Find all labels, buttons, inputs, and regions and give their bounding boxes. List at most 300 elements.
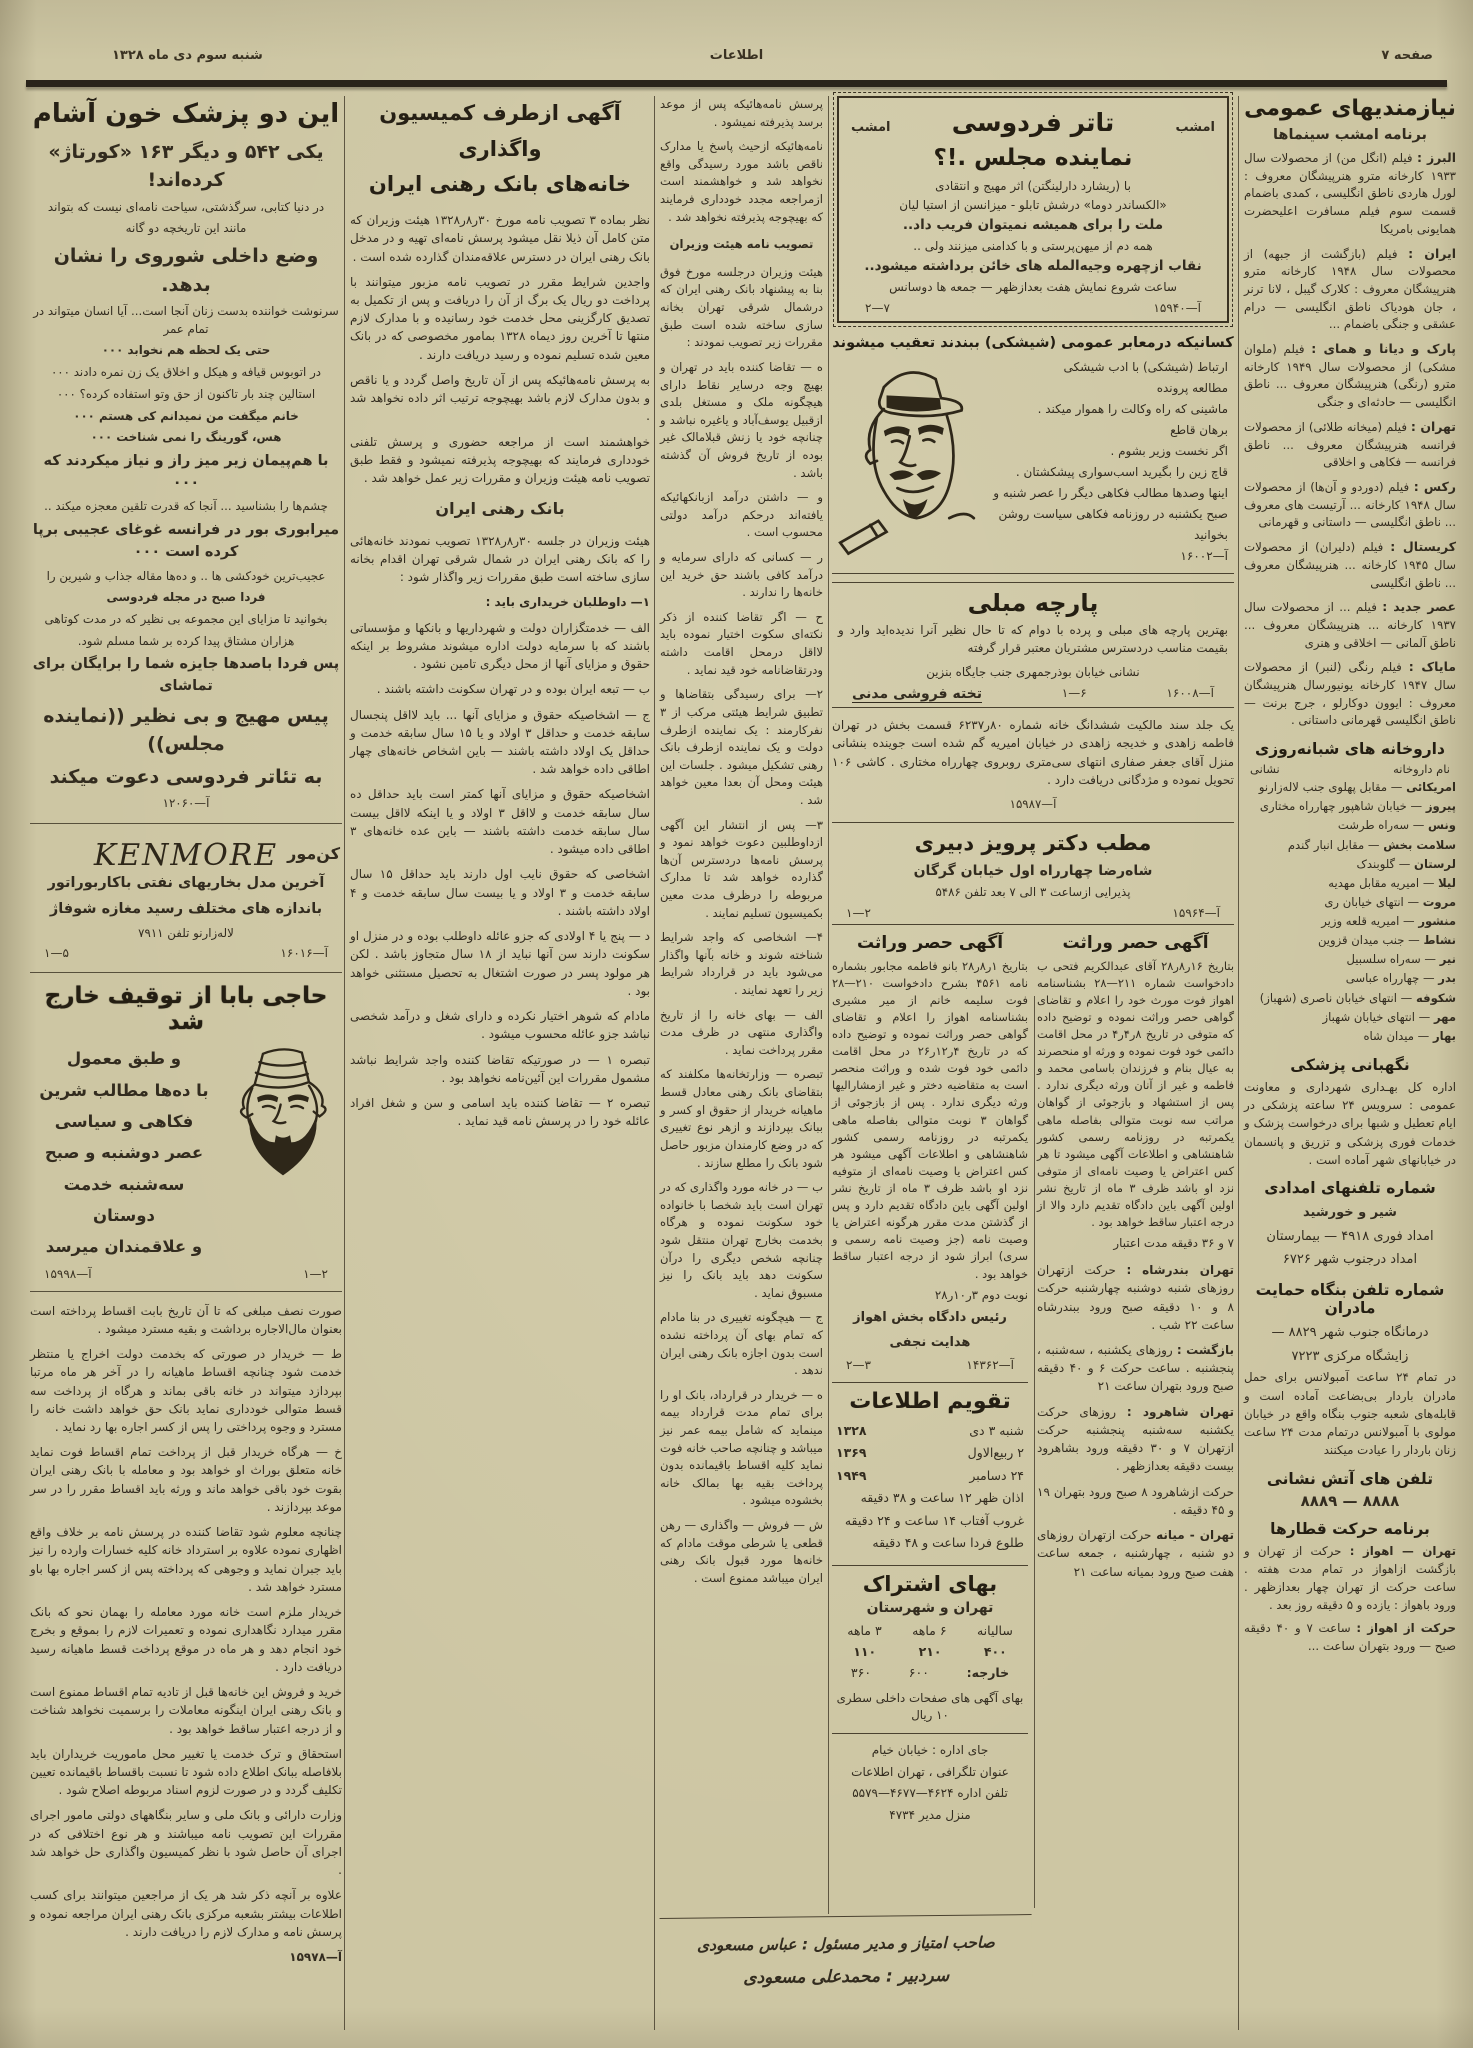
subscription-col-header: ۶ ماهه [912, 1622, 947, 1638]
pharmacy-col-name: نام داروخانه [1393, 762, 1450, 777]
cinema-entry [1244, 598, 1456, 652]
fabric-ad-footer [838, 686, 1228, 703]
shishki-line: ماشینی که راه وکالت را هموار میکند . [1037, 401, 1228, 416]
pharmacy-entry: شکوفه — انتهای خیابان ناصری (شهباز) [1259, 990, 1456, 1005]
column-divider [1238, 96, 1239, 2030]
pharmacy-entry: امریکائی — مقابل پهلوی جنب لاله‌زارنو [1258, 780, 1456, 795]
notice-footer [832, 1358, 1028, 1372]
calendar-label: اذان ظهر ۱۲ ساعت و ۳۸ دقیقه [860, 1490, 1024, 1506]
calendar-label: شنبه ۳ دی [969, 1422, 1024, 1438]
body-paragraph: هیئت وزیران در جلسه ۳۰ر۸ر۱۳۲۸ تصویب نمودند خانه‌هائی را که بانک رهنی ایران در شمال شرقی تهران اقدام بخانه سازی ساخته است طبق مقررات زیر واگذار شود : [350, 533, 650, 585]
notice-body: بتاریخ ۱۶ر۸ر۲۸ آقای عبدالکریم فتحی ب دادخواست شماره ۲۱۱—۲۸ بشناسنامه اهواز فوت مورث خود را اعلام و تقاضای گواهی حصر وراثت نموده و توضیح داده که متوفی در تاریخ ۸ر۴ر۴ در محل اقامت دائمی خود فوت نموده و ورثه او منحصرند به عیال بنام و فرزندان باسامی محمد و فاطمه و غیر از آنان ورثه دیگری ندارد . پس از استشهاد و بازجوئی از گواهان مراتب سه نوبت متوالی بفاصله ماهی یکمرتبه در روزنامه رسمی کشور شاهنشاهی و اطلاعات آگهی میشود تا هر کس اعتراض یا وصیت نامه‌ای از متوفی نزد او باشد ظرف ۳ ماه از تاریخ نشر اولین آگهی باین دادگاه تقدیم دارد والا از درجه اعتبار ساقط خواهد بود . [1037, 958, 1234, 1230]
clinic-address: شاه‌رضا چهارراه اول خیابان گرگان [913, 862, 1153, 879]
cinema-name: کریستال : [1390, 539, 1457, 555]
mothers-agency-title: شماره تلفن بنگاه حمایت مادران [1255, 1281, 1445, 1318]
cinema-program-title: برنامه امشب سینماها [1272, 127, 1428, 143]
train-schedule-entry [1037, 1403, 1234, 1476]
haji-baba-line: و طبق معمول [66, 1049, 182, 1069]
column-left [30, 96, 342, 1973]
subscription-rates [832, 1565, 1028, 1725]
body-paragraph: وزارت دارائی و بانک ملی و سایر بنگاههای دولتی مامور اجرای مقررات این تصویب نامه میباشند و هر نوع اختلافی که در اجرای آن حاصل شود با نظر کمیسیون واگذاری حل خواهد شد . [30, 1808, 342, 1878]
cinema-description: فیلم ... از محصولات سال ۱۹۳۷ کارخانه ... هنرپیشگان معروف ... ناطق آلمانی — اخلاقی و هنری [1244, 600, 1456, 650]
train-route-times: حرکت ازتهران روزهای شنبه دوشنبه چهارشنبه حرکت ۸ و ۱۰ دقیقه صبح ورود ببندرشاه ساعت ۲۲ شب . [1037, 1263, 1234, 1332]
cinema-entry [1244, 149, 1456, 239]
play-title: نماینده مجلس .!؟ [933, 145, 1133, 171]
clinic-hours: پذیرایی ازساعت ۳ الی ۷ بعد تلفن ۵۴۸۶ [935, 884, 1131, 899]
bowler-hat-man-cartoon [832, 357, 982, 567]
notice-note: ۷ و ۳۶ دقیقه مدت اعتبار [1113, 1236, 1234, 1251]
shishki-satire-ad [832, 335, 1234, 574]
calendar-value: ۱۹۴۹ [836, 1467, 867, 1483]
pharmacy-entry: ونس — سه‌راه طرشت [1337, 818, 1456, 833]
clinic-title: مطب دکتر پرویز دبیری [914, 830, 1152, 855]
theater-ferdowsi-ad [837, 96, 1229, 323]
pharmacy-entry: نشاط — جنب میدان قزوین [1317, 933, 1456, 948]
theater-line: همه دم از میهن‌پرستی و با کدامنی میزنند ولی .. [913, 238, 1153, 253]
inheritance-notice-1 [832, 933, 1028, 1372]
train-schedule-entry [1244, 1542, 1456, 1615]
cinema-entry [1244, 538, 1456, 592]
kenmore-ad [30, 834, 342, 962]
column-divider [344, 96, 345, 2030]
body-paragraph: ح — اگر تقاضا کننده از ذکر نکته‌ای سکوت اختیار نموده باید لااقل درمحل اقامت داشته ودرتقاضانامه خود قید نماید . [660, 609, 823, 677]
pharmacies-title: داروخانه های شبانه‌روزی [1255, 740, 1445, 759]
calendar-label: غروب آفتاب ۱۴ ساعت و ۲۴ دقیقه [844, 1512, 1024, 1528]
body-paragraph: ب — در خانه مورد واگذاری که در تهران است باید شخصا با خانواده خود سکونت نموده و هرگاه بخدمت بخارج تهران منتقل شود چنانچه شخص دیگری را درآن سکونت دهد باید بانک را نیز مسبوق نماید . [660, 1180, 823, 1300]
pharmacy-entry: لرستان — گلوبندک [1356, 856, 1456, 871]
body-paragraph: ۱— داوطلبان خریداری باید : [485, 595, 650, 610]
pharmacy-entry: نیر — سه‌راه سلسبیل [1346, 952, 1456, 967]
subscription-value: ۲۱۰ [918, 1644, 942, 1660]
body-paragraph: مادام که شوهر اختیار نکرده و دارای شغل و درآمد شخصی نباشد جزو عائله محسوب میشود . [350, 1009, 650, 1042]
ad-line: یکی ۵۴۲ و دیگر ۱۶۳ «کورتاژ» کرده‌اند! [48, 140, 324, 192]
body-paragraph: نظر بماده ۳ تصویب نامه مورخ ۳۰ر۸ر۱۳۲۸ هیئت وزیران که متن کامل آن ذیلا نقل میشود پرسش نامه‌ای تهیه و در مدخل بانک رهنی ایران در دسترس علاقه‌مندان گذارده شده است . [350, 213, 651, 264]
ad-line: آ—۱۲۰۶۰ [162, 796, 210, 811]
body-paragraph: استحقاق و ترک خدمت یا تغییر محل ماموریت خریداران باید بلافاصله ببانک اطلاع داده شود تا نسبت باقساط باقیمانده تعیین تکلیف گردد و در صورت لزوم اسناد مربوطه اصلاح شود . [30, 1746, 342, 1798]
pharmacy-name: مروت [1422, 894, 1456, 909]
calendar-row [832, 1465, 1028, 1488]
abroad-label: خارجه: [966, 1665, 1010, 1681]
cinema-name: البرز : [1416, 150, 1457, 165]
kenmore-line: باندازه های مختلف رسید مغازه شوفاژ [49, 900, 323, 917]
fabric-ad-address: نشانی خیابان بوذرجمهری جنب جایگاه بنزین [926, 665, 1140, 680]
column-divider [654, 96, 655, 2030]
ad-ref-number: آ—۱۶۰۰۸ [1166, 686, 1214, 701]
body-paragraph: ر — کسانی که دارای سرمایه و درآمد کافی باشند حق خرید این خانه‌ها را ندارند . [660, 550, 823, 600]
ad-run-count: ۲—۱ [303, 1266, 328, 1281]
fire-department-title: تلفن های آتش نشانی [1266, 1469, 1434, 1488]
theater-footer [851, 301, 1215, 315]
pharmacy-entry: بدر — چهارراه عباسی [1345, 971, 1456, 986]
body-paragraph: واجدین شرایط مقرر در تصویب نامه مزبور میتوانند با پرداخت دو ریال یک برگ از آن را دریافت و پس از تکمیل به تصدیق کارگزینی محل خدمت خود رسانیده و با مدارک لازم منتها تا آخرین روز دیماه ۱۳۲۸ بمامور مخصوصی که در بانک معین شده تسلیم نموده و رسید دریافت دارند . [350, 274, 650, 362]
train-route-name: بازگشت : [1176, 1342, 1234, 1357]
shishki-line: مطالعه پرونده [1156, 380, 1228, 395]
cinema-name: مایاک : [1408, 659, 1456, 675]
calendar-title: تقویم اطلاعات [849, 1388, 1011, 1414]
classifieds-title: نیازمندیهای عمومی [1244, 96, 1456, 121]
pharmacy-entry: مروت — انتهای خیابان ری [1324, 894, 1456, 909]
pharmacy-name: شکوفه [1415, 990, 1456, 1005]
subcolumn-inheritance-calendar [832, 933, 1028, 1827]
kenmore-footer [30, 946, 342, 960]
kenmore-line: لاله‌زارنو تلفن ۷۹۱۱ [138, 925, 234, 940]
pharmacy-address: خیابان شاهپور چهارراه مختاری [1259, 799, 1407, 814]
calendar-row [832, 1442, 1028, 1465]
cinema-description: فیلم رنگی (لنبر) از محصولات سال ۱۹۴۷ کارخانه یونیورسال هنرپیشگان معروف : ایوون دوکارلو ، جرج برنت — ناطق انگلیسی قهرمانی داستانی . [1244, 660, 1456, 728]
train-route-times: ساعت ۷ و ۴۰ دقیقه صبح — ورود بتهران ساعت ... [1244, 1620, 1456, 1654]
subscription-value: ۶۰۰ [908, 1665, 929, 1681]
haji-baba-lines [30, 1043, 218, 1262]
fabric-ad-body: بهترین پارچه های مبلی و پرده با دوام که تا حال نظیر آنرا ندیده‌اید وارد و بقیمت مناسب دردسترس مشتریان معتبر قرار گرفته [838, 622, 1228, 656]
haji-baba-title: حاجی بابا از توقیف خارج شد [44, 983, 328, 1036]
shishki-line: اگر نخست وزیر بشوم . [1110, 443, 1228, 458]
bank-notice-title-2: خانه‌های بانک رهنی ایران [368, 172, 632, 197]
ad-ref-number: آ—۱۵۹۶۴ [1172, 905, 1220, 920]
pharmacy-address: چهارراه عباسی [1345, 971, 1420, 986]
office-info-line: تلفن اداره ۴۶۲۴—۴۶۷۷—۵۵۷۹ [852, 1786, 1008, 1801]
tonight-label: امشب [1175, 120, 1215, 135]
cinema-entry [1244, 478, 1456, 532]
theater-line: ملت را برای همیشه نمیتوان فریب داد.. [902, 217, 1164, 234]
pharmacy-address: سه‌راه طرشت [1337, 818, 1410, 833]
haji-baba-line: عصر دوشنبه و صبح [44, 1143, 204, 1163]
calendar-row [832, 1420, 1028, 1443]
emergency-phone-lines [1244, 1225, 1456, 1272]
ad-line: چشم‌ها را بشناسید ... آنجا که قدرت تلقین معجزه میکند .. [44, 499, 328, 514]
fabric-ad-title: پارچه مبلی [967, 588, 1099, 617]
cinema-description: فیلم (بازگشت از جبهه) از محصولات سال ۱۹۴۸ کارخانه مترو هنرپیشگان معروف : کلارک گیبل ، لانا ترنر ، جان هودیاک ناطق انگلیسی — درام عشقی و جنگی باضمام ... [1244, 246, 1456, 332]
train-route-times: روزهای یکشنبه ، سه‌شنبه ، پنجشنبه . ساعت حرکت ۶ و ۴۰ دقیقه صبح ورود بتهران ساعت ۲۱ [1037, 1342, 1234, 1394]
mothers-agency-phone: زایشگاه مرکزی ۷۲۲۳ [1291, 1348, 1409, 1364]
calendar-rows [832, 1420, 1028, 1555]
body-paragraph: علاوه بر آنچه ذکر شد هر یک از مراجعین میتوانند برای کسب اطلاعات بیشتر بشعبه مرکزی بانک رهنی ایران مراجعه نموده و پرسش نامه و مدارک لازم را دریافت دارند . [30, 1888, 342, 1939]
kenmore-logo: KENMORE [93, 838, 279, 873]
haji-baba-cartoon [224, 1043, 342, 1189]
pharmacy-address: جنب میدان قزوین [1317, 933, 1405, 948]
ad-run-count: ۷—۲ [865, 300, 890, 315]
body-paragraph: تبصره ۱ — در صورتیکه تقاضا کننده واجد شرایط نباشد مشمول مقررات این آئین‌نامه نخواهد بود . [350, 1052, 650, 1085]
body-paragraph: ۴— اشخاصی که واجد شرایط شناخته شوند و خانه بآنها واگذار می‌شود باید در قرارداد شرایط زیر را تعهد نمایند . [660, 930, 823, 998]
ad-run-count: ۳—۲ [846, 1357, 871, 1372]
train-program-title: برنامه حرکت قطارها [1270, 1519, 1430, 1538]
ad-ref-number: آ—۱۵۹۴۰ [1153, 300, 1201, 315]
haji-baba-footer [30, 1267, 342, 1281]
ettelaat-calendar [832, 1382, 1028, 1555]
notice-title: آگهی حصر وراثت [1062, 932, 1209, 953]
calendar-value: ۱۳۲۸ [836, 1422, 867, 1438]
ad-line: استالین چند بار تاکنون از حق وتو استفاده کرده؟ ۰۰۰ [56, 386, 316, 401]
masthead-date: شنبه سوم دی ماه ۱۳۲۸ [112, 48, 263, 63]
mothers-agency-body: در تمام ۲۴ ساعت آمبولانس برای حمل مادران باردار بی‌بضاعت آماده است و قابله‌های شعبه جنوب بنگاه واقع در خیابان مولوی با آمبولانس درتمام مدت ۲۴ ساعت زنان باردار را عیادت میکنند [1244, 1370, 1456, 1458]
haji-baba-line: فکاهی و سیاسی [54, 1111, 194, 1131]
ad-line: هس، گورینگ را نمی شناخت ۰۰۰ [90, 430, 282, 445]
pharmacy-entry: پیروز — خیابان شاهپور چهارراه مختاری [1259, 799, 1456, 814]
body-paragraph: ط — خریدار در صورتی که بخدمت دولت اخراج یا منتظر خدمت شود چنانچه اقساط ماهیانه را در آخر هر ماه مرتبا بپردازد میتواند در خانه باقی بماند و هرگاه از پرداخت سه قسط متوالی خودداری نماید بانک حق خواهد داشت خانه را مسترد و وجوه پرداختی را پس از کسر اجاره بها رد نماید . [30, 1347, 342, 1434]
pharmacy-name: مهر [1433, 1009, 1456, 1024]
judge-title: رئیس دادگاه بخش اهواز [853, 1310, 1007, 1326]
subscription-tehran-values [832, 1641, 1028, 1662]
ad-line: با هم‌پیمان زیر میز راز و نیاز میکردند که ۰۰۰ [43, 452, 329, 491]
subscription-value: ۳۶۰ [850, 1665, 872, 1681]
theater-name: تاتر فردوسی [951, 108, 1115, 137]
notice-title: آگهی حصر وراثت [856, 932, 1004, 953]
cinema-name: پارک و دیانا و همای : [1311, 341, 1456, 356]
shishki-line: ارتباط (شیشکی) با ادب شیشکی [1063, 359, 1228, 374]
body-paragraph: الف — بهای خانه را از تاریخ واگذاری منتهی در ظرف مدت مقرر پرداخت نماید . [660, 1007, 823, 1057]
ad-line: در اتوبوس قیافه و هیکل و اخلاق یک زن نمره دادند ۰۰۰ [50, 365, 322, 380]
ad-line: سرنوشت خواننده بدست زنان آنجا است... آیا انسان میتواند در تمام عمر [33, 304, 339, 336]
calendar-value: ۱۳۶۹ [836, 1445, 867, 1461]
kenmore-persian-name: کن‌مور [287, 844, 340, 863]
pharmacy-address: امیریه مقابل مهدیه [1328, 875, 1420, 890]
ad-line: حتی یک لحظه هم نخوابد ۰۰۰ [101, 343, 271, 358]
shop-name: تخته فروشی مدنی [852, 686, 983, 703]
ferdowsi-magazine-ad [30, 96, 342, 813]
pharmacy-address: انتهای خیابان شهباز [1322, 1009, 1415, 1024]
office-info-line: عنوان تلگرافی ، تهران اطلاعات [851, 1764, 1009, 1779]
bank-notice-body-2 [660, 96, 823, 1588]
body-paragraph: ش — فروش — واگذاری — رهن قطعی یا شرطی موقت مادام که خانه‌ها مورد قبول بانک رهنی ایران میباشد ممنوع است . [660, 1518, 823, 1585]
haji-baba-line: با ده‌ها مطالب شرین [39, 1080, 209, 1100]
bank-terms-continuation [30, 1302, 342, 1967]
body-paragraph: پرسش نامه‌هائیکه پس از موعد برسد پذیرفته نمیشود . [660, 97, 823, 129]
section-rule [30, 972, 342, 973]
pharmacy-name: بدر [1438, 971, 1456, 986]
pharmacy-name: امریکائی [1406, 780, 1456, 795]
cinema-entry [1244, 658, 1456, 730]
masthead-signature-block [660, 1914, 1033, 2002]
medical-guard-title: نگهبانی پزشکی [1290, 1055, 1410, 1074]
calendar-row [832, 1510, 1028, 1533]
body-paragraph: ۲— برای رسیدگی بتقاضاها و تطبیق شرایط هیئتی مرکب از ۳ نفرکارمند : یک نماینده ازطرف دولت و یک نماینده ازطرف بانک رهنی تشکیل میشود . جلسات این هیئت ومحل آن بعدا معین خواهد شد . [660, 687, 823, 807]
train-schedule-entry [1037, 1526, 1234, 1581]
cinema-description: فیلم (ملوان مشکی) از محصولات سال ۱۹۴۹ کارخانه مترو (رنگی) هنرپیشگان معروف ... ناطق انگلیسی — حادثه‌ای و جنگی [1244, 342, 1456, 410]
pharmacy-address: انتهای خیابان ری [1324, 894, 1404, 909]
masthead-rule [26, 80, 1447, 87]
train-schedule-list [1244, 1542, 1456, 1656]
train-route-name: تهران شاهرود : [1126, 1404, 1234, 1419]
medical-guard-body: اداره کل بهـداری شهرداری و معاونت عمومی : سرویس ۲۴ ساعته پزشکی در ایام تعطیل و شبها برای درخواست پزشک و خدمات فوری پزشکی و تزریق و پانسمان در خیابانهای شهر آماده است . [1244, 1079, 1456, 1167]
bank-notice-body [350, 211, 650, 1130]
subscription-title: بهای اشتراک [862, 1571, 998, 1596]
cinema-name: ایران : [1408, 245, 1456, 261]
body-paragraph: خریدار ملزم است خانه مورد معامله را بهمان نحو که بانک مقرر میدارد نگاهداری نموده و تعمیرات لازم را بموقع و بخرج خود انجام دهد و هر ماه در موقع پرداخت قسط ماهیانه رسید دریافت دارد . [30, 1605, 342, 1674]
kenmore-line: آخرین مدل بخاریهای نفتی باکاربوراتور [47, 875, 325, 891]
ad-line: فردا صبح در مجله فردوسی [106, 590, 266, 605]
office-info-line: جای اداره : خیابان خیام [871, 1743, 989, 1758]
body-paragraph: به پرسش نامه‌هائیکه پس از آن تاریخ واصل گردد و یا ناقص و بدون مدارک لازم باشد بهیچوجه ترتیب اثر داده نخواهد شد . [350, 372, 650, 424]
cinema-name: تهران : [1410, 418, 1456, 434]
lost-deed-body: یک جلد سند مالکیت ششدانگ خانه شماره ۸۰ر۶۲۳۷ قسمت بخش در تهران فاطمه زاهدی و خدیجه زاهدی در خیابان امیریه گم شده است جوینده بنشانی منزل آقای جعفر صفاری انتهای سی‌متری روبروی چهارراه مختاری . کاشی ۱۰۶ تحویل نموده و مژدگانی دریافت دارد . [832, 718, 1234, 787]
tonight-label: امشب [851, 120, 891, 135]
body-paragraph: ه — خریدار در قرارداد، بانک او را برای تمام مدت قرارداد بیمه مینماید که شامل بیمه عمر نیز میباشد و چنانچه صاحب خانه فوت نماید کلیه اقساط باقیمانده بدون پرداخت بقیه بها بمالک خانه بخشوده میشود . [660, 1387, 823, 1508]
ad-line: پس فردا باصدها جایزه شما را برایگان برای تماشای [32, 656, 340, 695]
pharmacies-header [1244, 762, 1456, 776]
column-bank-notice-continued [660, 96, 823, 1595]
shishki-lines [986, 357, 1234, 567]
cinema-name: رکس : [1413, 478, 1457, 494]
train-schedule-entry [1037, 1341, 1234, 1396]
judge-name: هدایت نجفی [889, 1335, 971, 1351]
shishki-line: برهان قاطع [1170, 422, 1228, 437]
ad-line: وضع داخلی شوروی را نشان بدهد. [53, 245, 319, 296]
pharmacy-address: مقابل انبار گندم [1287, 837, 1365, 852]
ad-ref-number: آ—۱۴۳۶۲ [966, 1357, 1014, 1372]
shishki-line: آ—۱۶۰۰۲ [1180, 548, 1228, 563]
doctor-clinic-ad [832, 823, 1234, 925]
train-route-times: روزهای حرکت یکشنبه سه‌شنبه پنجشنبه حرکت ازتهران ۷ و ۳۰ دقیقه ورود بشاهرود بیست دقیقه بعدازظهر . [1037, 1404, 1234, 1474]
section-rule [30, 823, 342, 824]
pharmacy-address: امیریه قلعه وزیر [1321, 914, 1400, 928]
emergency-phone-line: امداد درجنوب شهر ۶۷۲۶ [1282, 1252, 1418, 1268]
ad-line: عجیب‌ترین خودکشی ها .. و ده‌ها مقاله جذاب و شیرین را [46, 568, 326, 583]
pharmacy-name: پیروز [1425, 799, 1456, 814]
notice-round: نوبت دوم ۳ر۱۰ر۲۸ [934, 1287, 1028, 1302]
emergency-phones-subtitle: شیر و خورشید [1303, 1205, 1397, 1221]
body-paragraph: آ—۱۵۹۷۸ [289, 1950, 342, 1965]
middle-ad-region [832, 92, 1234, 1826]
shishki-headline: کسانیکه درمعابر عمومی (شیشکی) ببندند تعقیب میشوند [832, 334, 1234, 351]
ad-run-count: ۵—۱ [44, 946, 69, 961]
pharmacy-entry: منشور — امیریه قلعه وزیر [1321, 914, 1456, 928]
calendar-label: ۲ ربیع‌الاول [967, 1445, 1024, 1461]
subscription-col-header: ۳ ماهه [847, 1622, 882, 1638]
body-paragraph: تبصره ۲ — تقاضا کننده باید اسامی و سن و شغل افراد عائله خود را در پرسش نامه قید نماید . [350, 1095, 650, 1129]
pharmacy-name: بهار [1432, 1028, 1456, 1043]
cinema-description: فیلم (میخانه طلائی) از محصولات فرانسه هنرپیشگان معروف ... ناطق فرانسه — فکاهی و اخلاقی [1244, 419, 1456, 470]
haji-baba-line: و علاقمندان میرسد [45, 1237, 203, 1257]
subscription-region: تهران و شهرستان [866, 1599, 994, 1616]
pharmacy-address: میدان شاه [1363, 1028, 1414, 1043]
ad-line: پیس مهیج و بی نظیر ((نماینده مجلس)) [43, 704, 329, 756]
column-bank-notice [350, 96, 650, 1137]
subscription-columns [832, 1620, 1028, 1641]
masthead-paper-name: اطلاعات [709, 48, 764, 63]
body-paragraph: ج — اشخاصیکه حقوق و مزایای آنها ... باید لااقل پنجسال سابقه خدمت و حداقل ۳ اولاد و یا ۱۵ سال سابقه خدمت و حداقل یک اولاد داشته باشند — باین اشخاص خانه‌های چهار اطاقی داده خواهد شد . [350, 707, 650, 777]
pharmacy-address: مقابل پهلوی جنب لاله‌زارنو [1258, 780, 1388, 795]
body-paragraph: نامه‌هائیکه ازحیث پاسخ یا مدارک ناقص باشد مورد رسیدگی واقع نخواهد شد و خواهشمند است ازمراجعه مجدد خودداری فرمایند که بهیچوجه پذیرفته نخواهد شد . [660, 139, 823, 224]
pharmacy-name: منشور [1418, 914, 1456, 928]
body-paragraph: الف — خدمتگزاران دولت و شهرداریها و بانکها و مؤسساتی باشند که با سرمایه دولت اداره میشوند مشروط بر اینکه حقوق و مزایای آنها از محل دیگری تامین نشود . [350, 620, 650, 672]
bank-notice-title-1: آگهی ازطرف کمیسیون واگذاری [379, 101, 621, 161]
body-paragraph: چنانچه معلوم شود تقاضا کننده در پرسش نامه بر خلاف واقع اظهاری نموده علاوه بر استرداد خانه کلیه خسارات وارده را نیز باید جبران نماید و وجوهی که پرداخته پس از کسر اجاره بها باو مسترد خواهد شد . [30, 1525, 342, 1594]
body-paragraph: هیئت وزیران درجلسه مورخ فوق بنا به پیشنهاد بانک رهنی ایران که درشمال شرقی تهران بخانه سازی ساخته شده است طبق مقررات زیر تصویب نمودند : [660, 264, 823, 350]
fire-department-numbers: ۸۸۸۸ — ۸۸۸۹ [1300, 1491, 1400, 1510]
train-route-name: حرکت از اهواز : [1356, 1620, 1456, 1635]
body-paragraph: خرید و فروش این خانه‌ها قبل از تادیه تمام اقساط ممنوع است و بانک رهنی ایران اینگونه معاملات را برسمیت نخواهد شناخت و از درجه اعتبار ساقط خواهد بود . [30, 1685, 342, 1736]
train-schedule-entry [1037, 1261, 1234, 1334]
pharmacy-entry: بهار — میدان شاه [1363, 1028, 1456, 1043]
haji-baba-line: سه‌شنبه خدمت دوستان [63, 1174, 185, 1225]
pharmacy-col-address: نشانی [1250, 762, 1280, 777]
ad-line: به تئاتر فردوسی دعوت میکند [49, 765, 323, 788]
clinic-footer [832, 906, 1234, 920]
column-divider [828, 96, 829, 1914]
ad-rates-note: بهای آگهی های صفحات داخلی سطری ۱۰ ریال [836, 1690, 1024, 1723]
train-route-times: حرکت ازشاهرود ۸ صبح ورود بتهران ۱۹ و ۴۵ دقیقه . [1037, 1484, 1234, 1517]
mothers-agency-phone: درمانگاه جنوب شهر ۸۸۲۹ — [1271, 1325, 1429, 1341]
theater-line: ساعت شروع نمایش هفت بعدازظهر — جمعه ها دوسانس [889, 279, 1177, 294]
calendar-row [832, 1532, 1028, 1555]
pharmacy-entry: مهر — انتهای خیابان شهباز [1322, 1009, 1456, 1024]
ad-run-count: ۲—۱ [846, 905, 871, 920]
cinema-name: عصر جدید : [1382, 599, 1456, 615]
body-paragraph: ج — هیچگونه تغییری در بنا مادام که تمام بهای آن پرداخته نشده است بدون اجازه بانک رهنی ایران ندهد . [660, 1310, 823, 1378]
body-paragraph: د — پنج یا ۴ اولادی که جزو عائله داوطلب بوده و در منزل او سکونت دارند سن آنها نباید از ۱۸ سال متجاوز باشد . لکن هر مولود پسر در صورت اشتغال به تحصیل مستثنی خواهد بود . [350, 929, 651, 998]
body-paragraph: خ — هرگاه خریدار قبل از پرداخت تمام اقساط فوت نماید خانه متعلق بوراث او خواهد بود و معامله با بانک رهنی ایران بقوت خود باقی خواهد ماند و ورثه باید اقساط مقرر را در سر موعد بپردازند . [30, 1445, 342, 1514]
calendar-label: ۲۴ دسامبر [969, 1467, 1024, 1483]
body-paragraph: تصویب نامه هیئت وزیران [669, 237, 814, 252]
train-schedule-entry [1037, 1483, 1234, 1519]
body-paragraph: تبصره — وزارتخانه‌ها مکلفند که بتقاضای بانک رهنی معادل قسط ماهیانه خریدار از حقوق او کسر و ببانک بپردازند و ازهر نوع تغییری که در وضع کارمندان مزبور حاصل شود بانک را مطلع سازند . [660, 1067, 823, 1170]
body-paragraph: بانک رهنی ایران [435, 499, 565, 519]
subcolumn-inheritance-trains [1037, 933, 1234, 1827]
section-rule [30, 1291, 342, 1292]
cinema-description: فیلم (دلیران) از محصولات سال ۱۹۴۵ کارخانه ... هنرپیشگان معروف ... ناطق انگلیسی [1244, 540, 1456, 590]
body-paragraph: ب — تبعه ایران بوده و در تهران سکونت داشته باشند . [376, 682, 650, 697]
haji-baba-ad [30, 983, 342, 1280]
emergency-phones-title: شماره تلفنهای امدادی [1264, 1179, 1436, 1198]
ad-line: این دو پزشک خون آشام [32, 99, 340, 129]
pharmacy-name: نشاط [1423, 933, 1456, 948]
pharmacy-name: لیلا [1438, 875, 1456, 890]
ad-ref-number: آ—۱۶۰۱۶ [280, 946, 328, 961]
ad-line: هزاران مشتاق پیدا کرده بر شما مسلم شود. [77, 633, 295, 648]
train-route-name: تهران بندرشاه : [1126, 1263, 1234, 1278]
body-paragraph: اشخاصیکه حقوق و مزایای آنها کمتر است باید حداقل ده سال سابقه خدمت و لااقل ۳ اولاد و یا اینکه لااقل بیست سال سابقه خدمت داشته باشند — باین عده خانه‌های ۳ اطاقی داده میشود . [350, 787, 650, 857]
train-route-times: حرکت از تهران و بازگشت ازاهواز در تمام مدت هفته . ساعت حرکت از تهران چهار بعدازظهر . ورود باهواز : یازده و ۵ دقیقه روز بعد . [1244, 1543, 1456, 1613]
ad-line: بخوانید تا مزایای این مجموعه بی نظیر که در مدت کوتاهی [44, 611, 328, 626]
upholstery-fabric-ad [832, 582, 1234, 708]
pharmacy-address: سه‌راه سلسبیل [1346, 952, 1421, 967]
owner-line: صاحب امتیاز و مدیر مسئول : عباس مسعودی [696, 1933, 995, 1955]
pharmacy-name: ونس [1428, 818, 1456, 833]
inheritance-notice-2 [1037, 933, 1234, 1253]
body-paragraph: اشخاصی که حقوق نایب اول دارند باید حداقل ۱۵ سال سابقه خدمت و ۳ اولاد و یا بیست سال سابقه خدمت و ۴ اولاد داشته باشند . [350, 867, 650, 918]
body-paragraph: خواهشمند است از مراجعه حضوری و پرسش تلفنی خودداری فرمایند که بهیچوجه پذیرفته نمیشود و فقط طبق تصویب نامه هیئت وزیران و مقررات زیر عمل خواهد شد . [350, 434, 650, 486]
subscription-col-header: سالیانه [976, 1622, 1013, 1638]
ad-line: مانند این تاریخچه دو گانه [125, 221, 247, 236]
ad-ref-number: آ—۱۵۹۸۷ [1009, 797, 1057, 812]
column-classifieds [1244, 96, 1456, 1659]
train-route-times: حرکت ازتهران روزهای دو شنبه ، چهارشنبه ، جمعه ساعت هفت صبح ورود بمیانه ساعت ۲۱ [1037, 1528, 1234, 1579]
pharmacy-entry: لیلا — امیریه مقابل مهدیه [1328, 875, 1456, 890]
office-info-line: منزل مدیر ۴۷۳۴ [889, 1807, 971, 1822]
editor-line: سردبیر : محمدعلی مسعودی [743, 1965, 950, 1989]
pharmacy-name: لرستان [1414, 856, 1456, 871]
pharmacy-list [1244, 778, 1456, 1046]
theater-line: نقاب ازچهره وجیه‌المله های خائن برداشته میشود.. [864, 258, 1202, 275]
cinema-description: فیلم (دوردو و آن‌ها) از محصولات سال ۱۹۴۸ کارخانه ... آرتیست های معروف ... ناطق انگلیسی — داستانی و قهرمانی [1244, 479, 1456, 530]
train-schedule-entry [1244, 1619, 1456, 1656]
shishki-line: اینها وصدها مطالب فکاهی دیگر را عصر شنبه و صبح یکشنبه در روزنامه فکاهی سیاست روشن بخوانید [993, 485, 1228, 542]
pharmacy-entry: سلامت بخش — مقابل انبار گندم [1287, 837, 1456, 852]
pharmacy-address: گلوبندک [1356, 856, 1396, 871]
cinema-entry [1244, 245, 1456, 335]
calendar-label: طلوع فردا ساعت و ۴۸ دقیقه [872, 1535, 1024, 1551]
train-schedules-mid [1037, 1261, 1234, 1581]
cinema-entry [1244, 418, 1456, 472]
body-paragraph: و — داشتن درآمد ازبانکهائیکه یافته‌اند درحکم درآمد دولتی محسوب است . [660, 490, 823, 540]
subscription-abroad [832, 1662, 1028, 1683]
subscription-value: ۱۱۰ [853, 1644, 877, 1660]
body-paragraph: ه — تقاضا کننده باید در تهران و بهیچ وجه درسایر نقاط دارای هیچگونه ملک و مستغل بلدی ازقبیل یوسف‌آباد و یاغیره نباشد و چنانچه خود یا زنش قبلامالک غیر بوده از تاریخ فروش آن گذشته باشد . [660, 359, 823, 480]
cinema-listings [1244, 149, 1456, 730]
cinema-description: فیلم (انگل من) از محصولات سال ۱۹۳۳ کارخانه مترو هنرپیشگان معروف : لورل هاردی ناطق انگلیسی ، کمدی باضمام قسمت سوم فیلم مسافرت اعلیحضرت همایونی بامریکا [1244, 151, 1456, 236]
ad-ref-number: آ—۱۵۹۹۸ [44, 1266, 92, 1281]
office-info [832, 1733, 1028, 1826]
train-route-name: تهران — اهواز : [1349, 1543, 1457, 1558]
